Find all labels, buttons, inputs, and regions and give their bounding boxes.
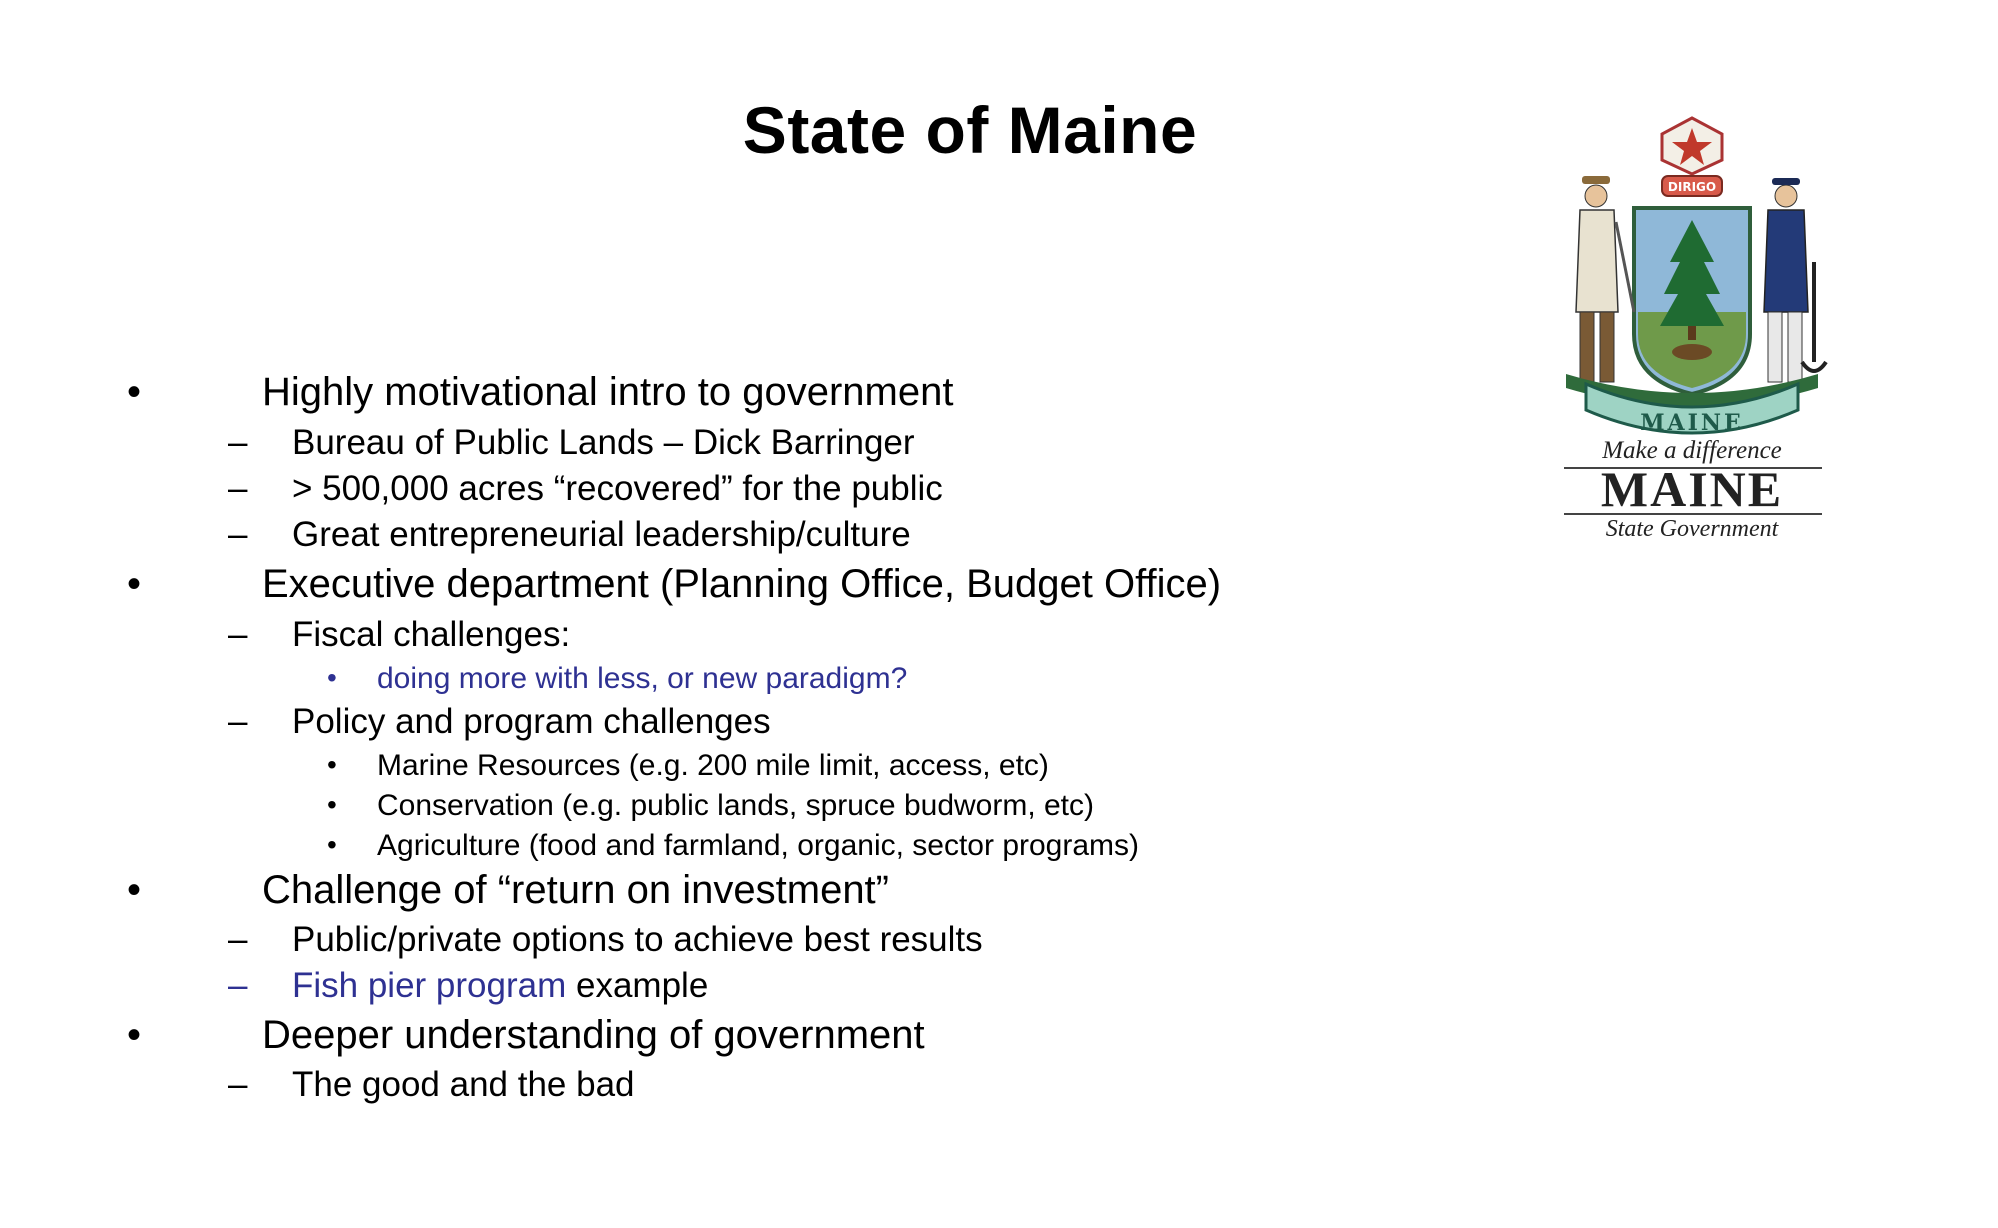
maine-wordmark: MAINE [1600,461,1784,517]
sailor-head [1775,185,1797,207]
sub-bullet-text [292,966,708,1006]
bullet-text: Deeper understanding of government [262,1013,925,1057]
dash-marker: – [228,920,248,959]
sailor-leg-left [1768,312,1782,382]
bullet-marker: • [327,662,337,693]
bullet-marker: • [327,749,337,780]
bullet-text: Challenge of “return on investment” [262,868,889,912]
sub-bullet-text: Fiscal challenges: [292,615,571,654]
farmer-leg-left [1580,312,1594,382]
fish-pier-link[interactable]: Fish pier program [292,966,567,1005]
sailor-leg-right [1788,312,1802,382]
tagline-bottom: State Government [1605,516,1779,540]
bullet-marker: • [127,370,142,414]
sub-bullet-text: Policy and program challenges [292,702,771,741]
maine-seal-logo [1552,112,1832,540]
sub-bullet-text: Bureau of Public Lands – Dick Barringer [292,423,915,462]
farmer-leg-right [1600,312,1614,382]
sub-bullet-text: The good and the bad [292,1065,635,1104]
dash-marker: – [228,515,248,554]
banner-text: MAINE [1640,410,1744,436]
dash-marker: – [228,469,248,508]
bullet-marker: • [327,829,337,860]
sub-bullet-text-rest: example [566,966,709,1005]
dash-marker: – [228,702,248,741]
dash-marker: – [228,615,248,654]
sailor-body [1764,210,1808,312]
sub-bullet-text: > 500,000 acres “recovered” for the public [292,469,943,508]
sub-sub-bullet-text: Agriculture (food and farmland, organic, sector programs) [377,829,1140,862]
motto-text: DIRIGO [1667,180,1717,194]
bullet-text: Highly motivational intro to government [262,370,954,414]
sub-sub-bullet-text: doing more with less, or new paradigm? [377,662,908,695]
bullet-text: Executive department (Planning Office, Budget Office) [262,562,1222,606]
dash-marker: – [228,423,248,462]
bullet-marker: • [327,789,337,820]
farmer-head [1585,185,1607,207]
moose-icon [1672,344,1712,360]
sub-sub-bullet-text: Conservation (e.g. public lands, spruce budworm, etc) [377,789,1095,822]
tree-trunk [1688,326,1696,340]
dash-marker: – [228,1065,248,1104]
scythe-icon [1616,222,1634,312]
sub-bullet-text: Great entrepreneurial leadership/culture [292,515,911,554]
bullet-marker: • [127,1013,142,1057]
bullet-marker: • [127,868,142,912]
sub-bullet-text: Public/private options to achieve best results [292,920,983,959]
sub-sub-bullet-text: Marine Resources (e.g. 200 mile limit, access, etc) [377,749,1049,782]
slide-title: State of Maine [742,93,1198,167]
dash-marker: – [228,966,248,1005]
bullet-marker: • [127,562,142,606]
farmer-hat [1582,176,1610,184]
farmer-body [1576,210,1618,312]
sailor-hat [1772,178,1800,185]
tagline-top: Make a difference [1602,437,1782,464]
